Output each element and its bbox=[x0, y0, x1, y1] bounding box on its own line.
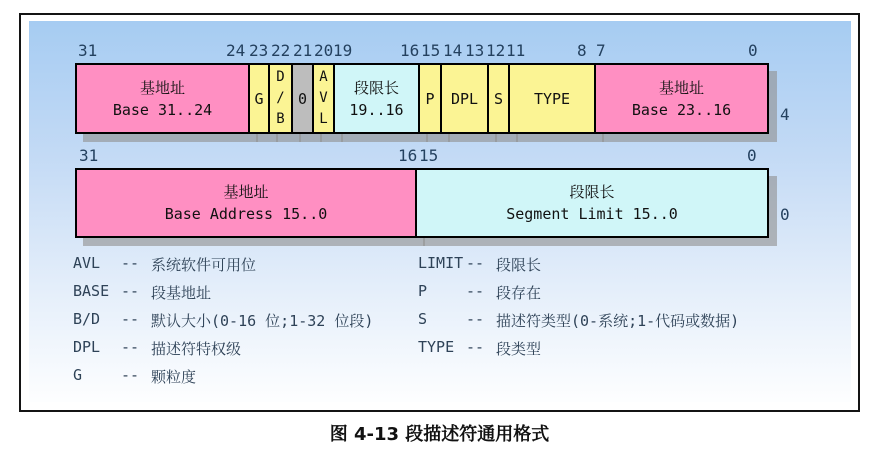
cell-base-31-24-label: 基地址 bbox=[139, 78, 185, 97]
cell-p-flag-label: P bbox=[425, 89, 435, 108]
bit-label-descriptor-dword-high-19: 19 bbox=[333, 41, 353, 60]
cell-base-23-16-label: 基地址 bbox=[658, 78, 704, 97]
cell-zero-bit bbox=[291, 63, 314, 134]
cell-s-flag bbox=[487, 63, 510, 134]
legend-item-dpl bbox=[73, 338, 373, 366]
byte-offset-label-0: 0 bbox=[780, 205, 790, 224]
bit-label-descriptor-dword-high-24: 24 bbox=[226, 41, 246, 60]
cell-avl-flag-label: V bbox=[319, 90, 328, 106]
cell-zero-bit-label: 0 bbox=[297, 89, 308, 108]
legend-description: 描述符特权级 bbox=[151, 340, 242, 358]
cell-d-b-flag-label: / bbox=[276, 90, 285, 106]
figure-caption: 图 4-13 段描述符通用格式 bbox=[329, 424, 550, 445]
legend-description: 段类型 bbox=[496, 340, 542, 358]
cell-base-23-16 bbox=[594, 63, 769, 134]
legend-description: 段存在 bbox=[496, 284, 542, 302]
cell-segment-limit-15-0-label: Segment Limit 15..0 bbox=[506, 205, 678, 223]
legend-item-limit bbox=[418, 254, 739, 282]
legend-term: TYPE bbox=[418, 338, 455, 356]
bit-label-descriptor-dword-high-11: 11 bbox=[506, 41, 526, 60]
legend-term: LIMIT bbox=[418, 254, 464, 272]
bit-label-descriptor-dword-low-15: 15 bbox=[419, 146, 439, 165]
legend-item-avl bbox=[73, 254, 373, 282]
legend-right-column bbox=[418, 254, 739, 366]
legend-dash: -- bbox=[121, 338, 140, 356]
bit-label-descriptor-dword-high-21: 21 bbox=[293, 41, 313, 60]
legend-description: 系统软件可用位 bbox=[151, 256, 257, 274]
cell-limit-19-16 bbox=[333, 63, 420, 134]
cell-p-flag bbox=[418, 63, 442, 134]
legend-dash: -- bbox=[121, 282, 140, 300]
legend-term: P bbox=[418, 282, 428, 300]
legend-description: 默认大小(0-16 位;1-32 位段) bbox=[151, 312, 374, 330]
cell-segment-limit-15-0-label: 段限长 bbox=[569, 183, 615, 201]
bit-label-descriptor-dword-high-13: 13 bbox=[465, 41, 485, 60]
cell-base-address-15-0 bbox=[75, 168, 417, 238]
legend-left-column bbox=[73, 254, 373, 394]
cell-s-flag-label: S bbox=[493, 89, 504, 108]
cell-dpl-field bbox=[440, 63, 489, 134]
legend-dash: -- bbox=[466, 254, 485, 272]
cell-type-field bbox=[508, 63, 596, 134]
cell-segment-limit-15-0 bbox=[415, 168, 769, 238]
cell-limit-19-16-label: 段限长 bbox=[353, 78, 399, 97]
legend-dash: -- bbox=[121, 254, 140, 272]
byte-offset-label-4: 4 bbox=[780, 105, 790, 124]
legend-description: 颗粒度 bbox=[151, 368, 197, 386]
cell-base-address-15-0-label: 基地址 bbox=[223, 183, 269, 201]
bit-label-descriptor-dword-high-12: 12 bbox=[486, 41, 506, 60]
legend-dash: -- bbox=[466, 338, 485, 356]
bit-label-descriptor-dword-high-16: 16 bbox=[400, 41, 420, 60]
bit-label-descriptor-dword-high-31: 31 bbox=[78, 41, 98, 60]
bit-label-descriptor-dword-high-15: 15 bbox=[421, 41, 441, 60]
bit-label-descriptor-dword-high-23: 23 bbox=[249, 41, 269, 60]
bit-label-descriptor-dword-high-14: 14 bbox=[443, 41, 463, 60]
legend-description: 段基地址 bbox=[151, 284, 212, 302]
legend-term: DPL bbox=[73, 338, 101, 356]
legend-item-base bbox=[73, 282, 373, 310]
legend-item-s bbox=[418, 310, 739, 338]
bit-label-descriptor-dword-high-20: 20 bbox=[314, 41, 334, 60]
legend-description: 描述符类型(0-系统;1-代码或数据) bbox=[496, 312, 740, 330]
bit-label-descriptor-dword-high-8: 8 bbox=[577, 41, 587, 60]
cell-base-31-24-label: Base 31..24 bbox=[112, 100, 213, 119]
cell-avl-flag-label: A bbox=[319, 69, 328, 85]
legend-description: 段限长 bbox=[496, 256, 542, 274]
cell-g-flag bbox=[248, 63, 270, 134]
legend-term: G bbox=[73, 366, 83, 384]
cell-avl-flag bbox=[312, 63, 335, 134]
legend-term: AVL bbox=[73, 254, 101, 272]
legend-item-g bbox=[73, 366, 373, 394]
bit-label-descriptor-dword-low-0: 0 bbox=[747, 146, 757, 165]
legend-dash: -- bbox=[466, 310, 485, 328]
cell-type-field-label: TYPE bbox=[533, 89, 571, 108]
cell-g-flag-label: G bbox=[254, 89, 264, 108]
legend-term: B/D bbox=[73, 310, 101, 328]
cell-limit-19-16-label: 19..16 bbox=[349, 100, 404, 119]
cell-avl-flag-label: L bbox=[319, 111, 328, 127]
legend-term: S bbox=[418, 310, 428, 328]
cell-dpl-field-label: DPL bbox=[450, 89, 479, 108]
cell-base-23-16-label: Base 23..16 bbox=[631, 100, 732, 119]
legend-item-type bbox=[418, 338, 739, 366]
bit-label-descriptor-dword-high-22: 22 bbox=[271, 41, 291, 60]
legend-dash: -- bbox=[466, 282, 485, 300]
legend-item-b-d bbox=[73, 310, 373, 338]
bit-label-descriptor-dword-low-31: 31 bbox=[79, 146, 99, 165]
cell-base-31-24 bbox=[75, 63, 250, 134]
cell-d-b-flag bbox=[268, 63, 293, 134]
cell-base-address-15-0-label: Base Address 15..0 bbox=[164, 205, 328, 223]
bit-label-descriptor-dword-low-16: 16 bbox=[398, 146, 418, 165]
cell-d-b-flag-label: B bbox=[276, 111, 285, 127]
legend-term: BASE bbox=[73, 282, 110, 300]
cell-d-b-flag-label: D bbox=[276, 69, 285, 85]
bit-label-descriptor-dword-high-7: 7 bbox=[596, 41, 606, 60]
legend-item-p bbox=[418, 282, 739, 310]
legend-dash: -- bbox=[121, 310, 140, 328]
legend-dash: -- bbox=[121, 366, 140, 384]
bit-label-descriptor-dword-high-0: 0 bbox=[748, 41, 758, 60]
